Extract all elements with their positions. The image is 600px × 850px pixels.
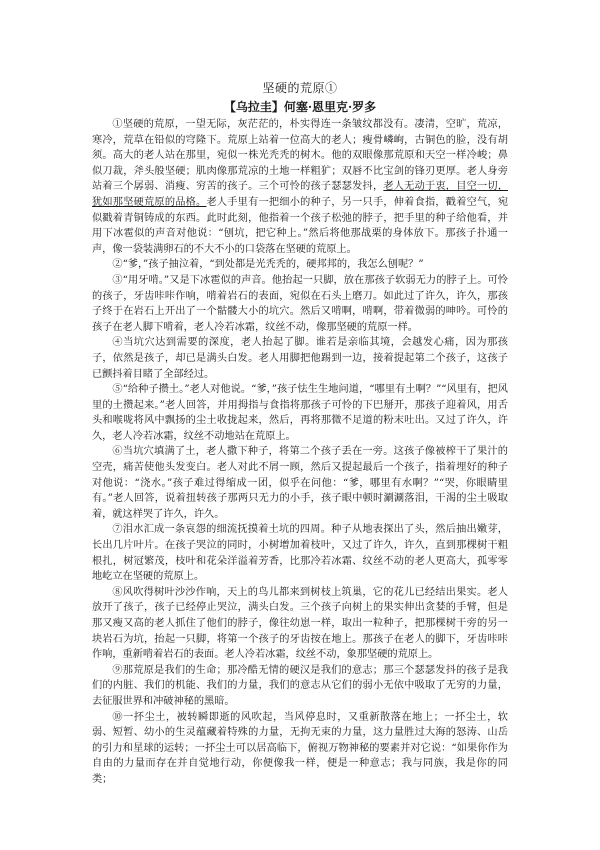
paragraph: ⑦泪水汇成一条哀怨的细流抚摸着土坑的四周。种子从地表探出了头，然后抽出嫩芽，长出几片叶片。在孩子哭泣的同时，小树增加着枝叶，又过了许久，许久，直到那棵树干粗根扎，树冠繁茂，枝叶和花朵洋溢着芳香，比那冷若冰霜、纹丝不动的老人更高大，孤零零地屹立在坚硬的荒原上。 bbox=[92, 524, 508, 583]
article-body bbox=[92, 117, 508, 788]
paragraph: ②“爹，”孩子抽泣着，“到处都是光秃秃的，硬邦邦的，我怎么刨呢？” bbox=[112, 259, 424, 271]
underlined-phrase: 老人无动于衷，目空一切， bbox=[383, 181, 509, 193]
underlined-phrase: 犹如那坚硬荒原的品格。 bbox=[92, 196, 207, 208]
paragraph: ⑥当坑穴填满了土，老人撒下种子，将第二个孩子丢在一旁。这孩子像被榨干了果汁的空壳，痛苦使他头发变白。老人对此不屑一顾，然后又提起最后一个孩子，指着埋好的种子对他说：“浇水。”孩子难过得缩成一团，似乎在问他：“爹，哪里有水啊？”“哭，你眼睛里有。”老人回答，说着扭转孩子那两只无力的小手，孩子眼中顿时涮涮落泪，干渴的尘土吸取着，就这样哭了许久，许久。 bbox=[92, 446, 508, 520]
paragraph: ⑧风吹得树叶沙沙作响，天上的鸟儿都来到树枝上筑巢，它的花儿已经结出果实。老人放开了孩子，孩子已经停止哭泣，满头白发。三个孩子向树上的果实伸出贪婪的手臂，但是那又瘦又高的老人抓住了他们的脖子，像往幼崽一样，取出一粒种子，把那棵树干旁的另一块岩石为坑，抬起一只脚，将第一个孩子的牙齿按在地上。那孩子在老人的脚下，牙齿咔咔作响，重新啃着岩石的表面。老人冷若冰霜，纹丝不动，象那坚硬的荒原上。 bbox=[92, 586, 508, 661]
author-byline: 【乌拉圭】何塞·恩里克·罗多 bbox=[223, 100, 377, 114]
paragraph: ③“用牙啃。”又是下冰雹似的声音。他抬起一只脚，放在那孩子软弱无力的脖子上。可怜的孩子，牙齿咔咔作响，啃着岩石的表面，宛似在石头上磨刀。如此过了许久，许久，那孩子终于在岩石上开出了一个骷髅大小的坑穴。然后又啃啊，啃啊，带着微弱的呻吟。可怜的孩子在老人脚下啃着，老人冷若冰霜，纹丝不动，像那坚硬的荒原一样。 bbox=[92, 274, 508, 333]
page-title: 坚硬的荒原① bbox=[262, 81, 338, 95]
paragraph: ①坚硬的荒原，一望无际，灰茫茫的，朴实得连一条皱纹都没有。凄清，空旷，荒凉，寒冷，荒草在铅似的穹隆下。荒原上站着一位高大的老人；瘦骨嶙峋，古铜色的脸，没有胡须。高大的老人站在那里，宛似一株光秃秃的树木。他的双眼像那荒原和天空一样冷峻；鼻似刀裁，斧头般坚硬；肌肉像那荒凉的土地一样粗犷；双唇不比宝剑的锋刃更厚。老人身旁站着三个孱弱、消瘦、穷苦的孩子。三个可怜的孩子瑟瑟发抖，老人无动于衷，目空一切，犹如那坚硬荒原的品格。老人手里有一把细小的种子，另一只手，伸着食指，戳着空气，宛似戳着青铜铸成的东西。此时此刻，他指着一个孩子松弛的脖子，把手里的种子给他看，并用下冰雹似的声音对他说：“刨坑，把它种上。”然后将他那战栗的身体放下。那孩子扑通一声，像一袋装满卵石的不大不小的口袋落在坚硬的荒原上。 bbox=[92, 119, 509, 255]
paragraph: ④当坑穴达到需要的深度，老人抬起了脚。谁若是亲临其境，会越发心痛，因为那孩子，依然是孩子，却已是满头白发。老人用脚把他踢到一边，接着提起第二个孩子，这孩子已颤抖着目睹了全部经过。 bbox=[92, 337, 508, 380]
paragraph: ⑤“给种子攒土。”老人对他说。“爹，”孩子怯生生地问道，“哪里有土啊？”“风里有，把风里的土攒起来。”老人回答，并用拇指与食指将那孩子可怜的下巴掰开，那孩子迎着风，用舌头和喉咙将风中飘扬的尘土收拢起来，然后，再将那微不足道的粉末吐出。又过了许久，许久，老人冷若冰霜，纹丝不动地站在荒原上。 bbox=[92, 384, 508, 442]
paragraph: ⑩一抔尘土，被转瞬即逝的风吹起，当风停息时，又重新散落在地上；一抔尘土，软弱、短暂、幼小的生灵蕴藏着特殊的力量，无拘无束的力量，这力量胜过大海的怒涛、山岳的引力和星球的运转；一抔尘土可以居高临下，俯视万物神秘的要素并对它说：“如果你作为自由的力量而存在并自觉地行动，你便像我一样，便是一种意志；我与同族，我是你的同类； bbox=[92, 711, 508, 785]
paragraph: ⑨那荒原是我们的生命；那冷酷无情的硬汉是我们的意志；那三个瑟瑟发抖的孩子是我们的内脏、我们的机能、我们的力量，我们的意志从它们的弱小无依中吸取了无穷的力量，去征服世界和冲破神秘的黑暗。 bbox=[92, 664, 508, 707]
